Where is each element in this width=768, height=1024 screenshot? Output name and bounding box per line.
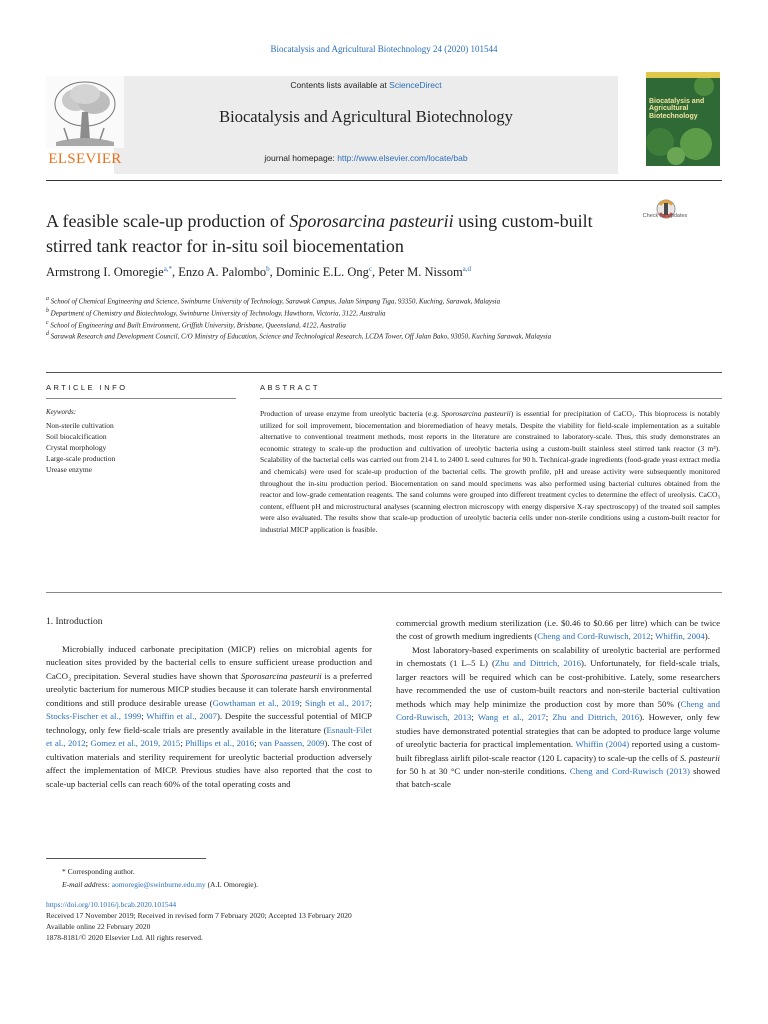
- intro-paragraph: [46, 643, 372, 791]
- email-suffix: (A.I. Omoregie).: [205, 880, 258, 889]
- citation-link[interactable]: Whiffin et al., 2007: [146, 711, 217, 722]
- citation-link[interactable]: Singh et al., 2017: [305, 697, 370, 708]
- affiliation-marker: d: [46, 331, 49, 337]
- title-part1: A feasible scale-up production of: [46, 211, 290, 231]
- body-text: commercial growth medium sterilization (i.e. $0.46 to $0.66 per litre) which can be twice the cost of growth medium ingredients (: [396, 618, 720, 642]
- keywords-label: Keywords:: [46, 408, 77, 416]
- intro-left-column: [46, 643, 372, 791]
- keyword: Large-scale production: [46, 454, 116, 463]
- citation-link[interactable]: Zhu and Dittrich, 2016: [494, 658, 582, 669]
- affiliation-d: [46, 330, 606, 341]
- keyword: Crystal morphology: [46, 443, 107, 452]
- affiliation-text: School of Engineering and Built Environment, Griffith University, Brisbane, Queensland, 4122, Australia: [50, 321, 346, 330]
- keyword: Urease enzyme: [46, 465, 93, 474]
- email-label: E-mail address:: [62, 880, 112, 889]
- journal-cover-thumbnail[interactable]: [646, 72, 720, 166]
- body-text: ). The cost of cultivation materials and sterility requirement for ureolytic bacterial production adversely affect the implementation of MICP. Previous studies have also reported that the cost to scale-up bacterial cells can reach 60% of the total operating costs and: [46, 738, 372, 789]
- affiliation-marker: a: [46, 296, 49, 302]
- journal-title: Biocatalysis and Agricultural Biotechnology: [219, 107, 513, 126]
- body-text: ). However, only few studies have demonstrated potential strategies that can be adopted to produce large volume of ureolytic bacteria for practical implementation.: [396, 712, 720, 750]
- affiliation-b: [46, 307, 726, 318]
- journal-homepage: [114, 153, 618, 163]
- footnote-rule: [46, 858, 206, 859]
- abstract-species: Sporosarcina pasteurii: [441, 409, 511, 418]
- body-text: Most laboratory-based experiments on scalability of ureolytic bacterial are performed in chemostats (1 L–5 L) (: [396, 644, 720, 669]
- contents-availability: [114, 80, 618, 90]
- abstract-rule: [260, 398, 722, 399]
- citation-link[interactable]: Gomez et al., 2019, 2015: [90, 738, 181, 749]
- author-affiliation-marker[interactable]: a,*: [163, 265, 173, 273]
- article-info-heading: ARTICLE INFO: [46, 383, 128, 392]
- introduction-heading: 1. Introduction: [46, 617, 103, 627]
- email-link[interactable]: aomoregie@swinburne.edu.my: [111, 880, 206, 889]
- body-text: ). Unfortunately, for field-scale trials, larger reactors will be required which can be cost-prohibitive. Lately, some researchers have recommended the use of custom-built reactors and non-sterile bacterial cultivation methods which may help minimize the production cost by more than 50% (: [396, 658, 720, 709]
- author-name[interactable]: Peter M. Nissom: [378, 265, 463, 280]
- body-text: ;: [254, 738, 260, 749]
- body-text: ). Despite the successful potential of MICP technology, only few field-scale trials are presently available in the literature (: [46, 711, 373, 735]
- journal-reference[interactable]: Biocatalysis and Agricultural Biotechnology 24 (2020) 101544: [270, 44, 498, 54]
- affiliation-marker: c: [46, 320, 49, 326]
- title-part2: using custom-built stirred tank reactor for in-situ soil biocementation: [46, 211, 593, 256]
- intro-right-column: [396, 617, 720, 792]
- body-text: for 50 h at 30 °C under non-sterile conditions.: [396, 765, 570, 776]
- contents-prefix: Contents lists available at: [290, 80, 390, 90]
- affiliation-text: School of Chemical Engineering and Science, Swinburne University of Technology, Sarawak Campus, Jalan Simpang Tiga, 93350, Kuching, Sarawak, Malaysia: [50, 297, 501, 306]
- abstract-text: ) is essential for precipitation of CaCO₃. This bioprocess is notably utilized for soil improvement, biocementation and bioremediation of heavy metals. Despite the viability for field-scale implementation as a suitable alternative to conventional treatment methods, most reports in the literature are constrained to laboratory-scale. Thus, this study demonstrates an economic strategy to scale-up the production and cultivation of ureolytic bacteria using a custom-built stainless steel stirred tank reactor (3 m³). Scalability of the bacterial cells was carried out from 214 L to 2400 L seed cultures for 90 h. Technical-grade ingredients (food-grade yeast extract media and chemicals) were used for scale-up production of the bacterial cells. The growth profile, pH and urease activity were subsequently monitored throughout the in-situ production period. Biocementation on sand mould specimens was also performed using bacterial cultures obtained from the reactor and low-grade cementation reagents. The sand columns were grouped into different treatment cycles to determine the effect of ureolysis. CaCO₃ content, effluent pH and microstructural analyses (scanning electron microscopy with energy dispersive X-ray spectroscopy) of the treated soil samples were also evaluated. The results show that scale-up production of ureolytic bacteria cells under non-sterile conditions using a custom-built reactor for industrial MICP application is feasible.: [260, 409, 720, 534]
- affiliation-c: [46, 319, 726, 330]
- cover-title: Biocatalysis and Agricultural Biotechnology: [649, 98, 705, 120]
- body-text: ;: [180, 738, 186, 749]
- abstract-text: Production of urease enzyme from ureolytic bacteria (e.g.: [260, 409, 442, 418]
- sciencedirect-link[interactable]: ScienceDirect: [389, 80, 442, 90]
- body-text: ;: [141, 711, 147, 722]
- corresponding-author-note: * Corresponding author.: [62, 867, 135, 876]
- homepage-link[interactable]: http://www.elsevier.com/locate/bab: [337, 153, 468, 163]
- citation-link[interactable]: Esnault-Filet et al., 2012: [46, 724, 372, 749]
- author-name[interactable]: Armstrong I. Omoregie: [46, 265, 164, 280]
- keyword: Non-sterile cultivation: [46, 421, 114, 430]
- author-list: Armstrong I. Omoregie$^{a,*}$, Enzo A. Palombo$^b$, Dominic E.L. Ong$^c$, Peter M. Nissom$^{a,d}$: [46, 265, 472, 280]
- abstract-body: [260, 408, 720, 536]
- body-text: ;: [299, 697, 306, 708]
- citation-link[interactable]: Whiffin (2004): [575, 739, 630, 750]
- citation-link[interactable]: Stocks-Fischer et al., 1999: [46, 711, 142, 722]
- crossmark-label[interactable]: Check for updates: [642, 213, 688, 219]
- affiliation-text: Sarawak Research and Development Council, C/O Ministry of Education, Science and Technological Research, LCDA Tower, Off Jalan Bako, 93050, Kuching Sarawak, Malaysia: [50, 332, 552, 341]
- info-top-rule: [46, 372, 722, 373]
- title-species: Sporosarcina pasteurii: [289, 211, 454, 231]
- body-text: ;: [545, 712, 553, 723]
- body-text: ;: [650, 631, 656, 642]
- keyword: Soil biocalcification: [46, 432, 107, 441]
- citation-link[interactable]: Cheng and Cord-Ruwisch, 2012: [537, 631, 651, 642]
- citation-link[interactable]: Gowthaman et al., 2019: [212, 697, 300, 708]
- intro-paragraph: [396, 617, 720, 644]
- body-text: showed that batch-scale: [396, 765, 720, 790]
- body-text: is a preferred ureolytic bacterium for numerous MICP studies because it can tolerate harsh environmental conditions and still produce desirable urease (: [46, 670, 372, 708]
- citation-link[interactable]: Cheng and Cord-Ruwisch (2013): [569, 765, 690, 776]
- citation-link[interactable]: Cheng and Cord-Ruwisch, 2013: [396, 698, 720, 723]
- citation-link[interactable]: Zhu and Dittrich, 2016: [552, 712, 640, 723]
- keywords-list: [46, 420, 115, 475]
- affiliation-marker: b: [46, 308, 49, 314]
- body-text: ;: [369, 697, 372, 708]
- citation-link[interactable]: Wang et al., 2017: [477, 712, 546, 723]
- doi-link[interactable]: https://doi.org/10.1016/j.bcab.2020.101544: [46, 900, 177, 909]
- author-name[interactable]: Enzo A. Palombo: [178, 265, 267, 280]
- header-rule: [46, 180, 722, 181]
- author-affiliation-marker[interactable]: a,d: [462, 265, 472, 273]
- citation-link[interactable]: van Paassen, 2009: [259, 738, 325, 749]
- copyright: 1878-8181/© 2020 Elsevier Ltd. All rights reserved.: [46, 933, 203, 942]
- body-text: Microbially induced carbonate precipitation (MICP) relies on microbial agents for nucleation sites provided by the bacterial cells to ensure sufficient urease production and CaCO₃ precipitation. Several studies have shown that: [46, 644, 372, 681]
- homepage-label: journal homepage:: [264, 153, 338, 163]
- article-title: [46, 209, 626, 259]
- citation-link[interactable]: Whiffin, 2004: [655, 631, 705, 642]
- citation-link[interactable]: Phillips et al., 2016: [185, 738, 255, 749]
- affiliation-text: Department of Chemistry and Biotechnology, Swinburne University of Technology, Hawthorn, Victoria, 3122, Australia: [50, 309, 386, 318]
- abstract-heading: ABSTRACT: [260, 383, 321, 392]
- author-name[interactable]: Dominic E.L. Ong: [275, 265, 369, 280]
- body-text: reported using a custom-built fibreglass airlift pilot-scale reactor (120 L capacity) to scale-up the cells of: [396, 739, 720, 763]
- author-affiliation-marker[interactable]: b: [266, 265, 270, 273]
- body-text: ).: [704, 631, 710, 642]
- affiliation-a: [46, 295, 726, 306]
- body-text: ;: [471, 712, 478, 723]
- author-affiliation-marker[interactable]: c: [368, 265, 373, 273]
- body-text: ;: [85, 738, 91, 749]
- article-info-rule: [46, 398, 236, 399]
- email-note: [62, 879, 258, 890]
- publisher-wordmark: ELSEVIER: [48, 151, 122, 167]
- species-name: Sporosarcina pasteurii: [240, 670, 322, 681]
- species-name: S. pasteurii: [679, 752, 720, 763]
- received-dates: Received 17 November 2019; Received in revised form 7 February 2020; Accepted 13 February 2020: [46, 911, 352, 920]
- intro-paragraph: [396, 644, 720, 792]
- abstract-bottom-rule: [46, 592, 722, 593]
- available-online: Available online 22 February 2020: [46, 922, 151, 931]
